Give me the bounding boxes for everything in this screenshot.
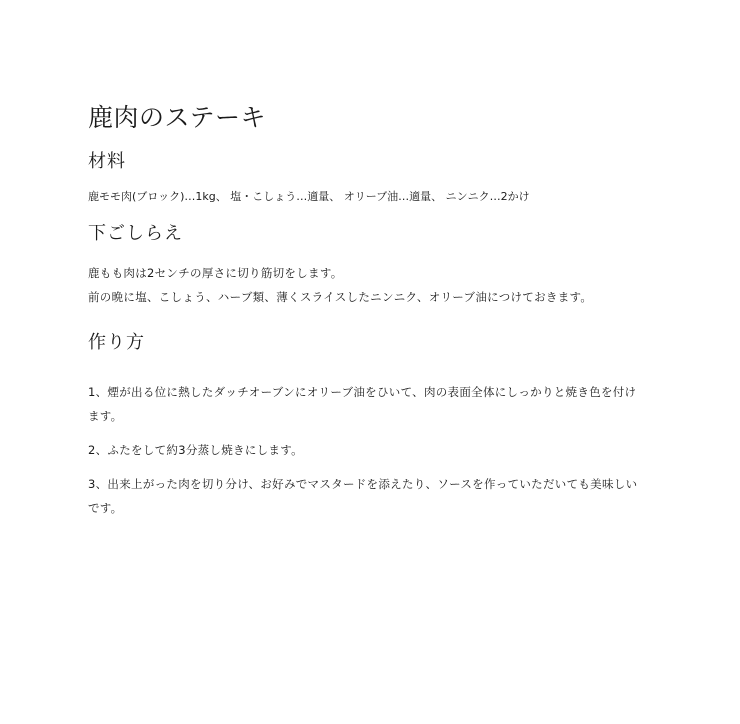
ingredients-list: 鹿モモ肉(ブロック)…1kg、 塩・こしょう…適量、 オリーブ油…適量、 ニンニク…2かけ [88, 190, 530, 203]
prep-line: 前の晩に塩、こしょう、ハーブ類、薄くスライスしたニンニク、オリーブ油につけておきます。 [88, 290, 593, 304]
prep-line: 鹿もも肉は2センチの厚さに切り筋切をします。 [88, 266, 343, 280]
recipe-document [88, 100, 648, 530]
method-steps [88, 380, 648, 520]
prep-list [88, 261, 648, 309]
method-step: 1、煙が出る位に熱したダッチオーブンにオリーブ油をひいて、肉の表面全体にしっかりと焼き色を付けます。 [88, 385, 637, 423]
method-step: 3、出来上がった肉を切り分け、お好みでマスタードを添えたり、ソースを作っていただいても美味しいです。 [88, 477, 638, 515]
page-title: 鹿肉のステーキ [88, 103, 267, 132]
prep-heading: 下ごしらえ [88, 223, 183, 244]
method-step: 2、ふたをして約3分蒸し焼きにします。 [88, 443, 303, 457]
ingredients-heading: 材料 [88, 151, 126, 172]
method-heading: 作り方 [88, 332, 145, 353]
